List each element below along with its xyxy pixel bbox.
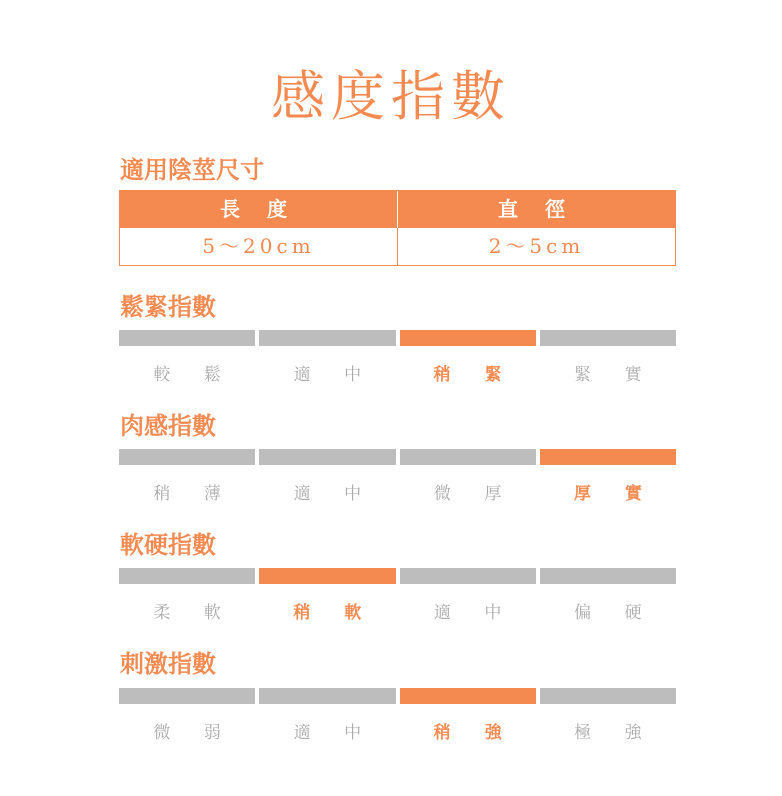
scale-segment (119, 688, 255, 704)
diameter-value: 2～5cm (397, 228, 675, 265)
scale-segment (119, 449, 255, 465)
scale-label: 適 中 (433, 603, 516, 623)
scale-label: 稍 強 (433, 723, 516, 743)
length-value: 5～20cm (202, 234, 315, 258)
scale-segment-active (400, 688, 536, 704)
diameter-header: 直 徑 (397, 191, 675, 228)
scale-segment (540, 688, 676, 704)
scale-label: 微 弱 (153, 723, 235, 743)
scale-label: 稍 薄 (153, 484, 235, 504)
scale-label: 厚 實 (573, 484, 656, 504)
scale-label: 較 鬆 (153, 365, 235, 385)
scale-label: 適 中 (293, 484, 376, 504)
scale-segment (119, 568, 255, 584)
flesh-scale (119, 449, 676, 509)
page-title: 感度指數 (271, 65, 511, 128)
tightness-scale (119, 330, 676, 390)
scale-segment (259, 688, 395, 704)
tightness-heading: 鬆緊指數 (120, 292, 216, 321)
scale-segment (400, 449, 536, 465)
scale-label: 稍 軟 (293, 603, 376, 623)
scale-label: 偏 硬 (574, 603, 656, 623)
stimulation-scale (119, 688, 676, 748)
softness-scale (119, 568, 676, 628)
size-table-header (120, 191, 675, 228)
scale-segment-active (540, 449, 676, 465)
scale-label: 緊 實 (574, 365, 656, 385)
size-section-heading: 適用陰莖尺寸 (120, 155, 264, 184)
scale-label: 微 厚 (433, 484, 516, 504)
scale-label: 極 強 (574, 723, 656, 743)
length-header: 長 度 (220, 197, 297, 221)
scale-label: 適 中 (293, 365, 376, 385)
flesh-heading: 肉感指數 (120, 411, 216, 440)
scale-segment (540, 330, 676, 346)
scale-segment (119, 330, 255, 346)
scale-label: 稍 緊 (433, 365, 516, 385)
scale-segment-active (259, 568, 395, 584)
softness-heading: 軟硬指數 (120, 530, 216, 559)
scale-label: 柔 軟 (153, 603, 235, 623)
scale-segment (540, 568, 676, 584)
scale-segment (259, 330, 395, 346)
size-table (119, 190, 676, 266)
stimulation-heading: 刺激指數 (120, 649, 216, 678)
scale-label: 適 中 (293, 723, 376, 743)
scale-segment (259, 449, 395, 465)
scale-segment-active (400, 330, 536, 346)
scale-segment (400, 568, 536, 584)
size-table-values (120, 228, 675, 265)
